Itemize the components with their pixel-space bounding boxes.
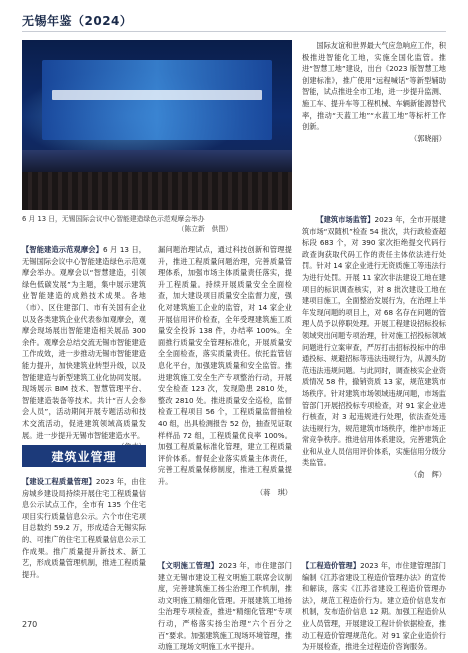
col2-bottom-text: 2023 年，市住建部门建立无锡市建设工程文明施工联席会议制度，完善建筑施工扬尘治理工作机制，推动文明施工精细化管理。开展建筑工地扬尘治理专项检查，推进“精细化管理”专项行动，严格落实扬尘治理“六个百分之百”要求。加强建筑施工现场环境管理，推动施工现场文明施工水平提升。 (158, 561, 292, 652)
col3-mid-tag: 【建筑市场监管】 (316, 215, 375, 224)
col3-top (302, 40, 446, 210)
photo-credit: （陈立新 供图） (177, 225, 232, 233)
col3-mid (302, 214, 446, 554)
col3-mid-text: 2023 年，全市开展建筑市场“双随机”检查 54 批次，共行政检查超标段 683 个，对 390 家次拒绝提交代码行政查询获取代码工作的责任主体依法进行处罚。针对 14 家企业进行无资质施工等违法行为进行处罚。开展 11 家次非法建设工地在建项目的标识调查核实，对 8 批次建设工地在建项目施工，全面整治发展行为，在治理上半年发现问题的项目上，对 68 名存在问题的管理人员予以停职处理。开展工程建设招标投标领域突出问题专项治理，针对施工招投标领域问题进行立案审查，严厉打击招标投标中的串通投标、规避招标等违法违规行为，从源头防范违法违规问题。与此同时，调查核实企业资质情况 58 件，撤销资质 13 家，规范建筑市场秩序。针对建筑市场领域违规问题，市场监管部门开展招投标专项检查，对 91 家企业进行核查，对 3 起违规进行处理，依法查处违法违规行为，规范建筑市场秩序，维护市场正常竞争秩序。推进信用体系建设，完善建筑企业和从业人员信用评价体系，实施信用分级分类监管。 (302, 215, 446, 468)
photo-screen-text (52, 90, 262, 100)
col3-top-signature: （郭晓丽） (410, 133, 446, 143)
col2-bottom (158, 560, 292, 652)
photo-stage-screen (42, 60, 272, 140)
col2-top (158, 244, 292, 550)
section-banner-label: 建筑业管理 (51, 449, 117, 464)
col3-bottom-text: 2023 年，市住建管理部门编制《江苏省建设工程造价管理办法》的宣传和解读，落实《江苏省建设工程造价管理办法》，规范工程造价行为。建立造价信息发布机制，发布造价信息 12 期。加强工程造价从业人员管理，开展建设工程计价依据检查，推动工程造价管理规范化。对 91 家企业造价行为开展检查，推进全过程造价咨询服务。 (302, 561, 446, 652)
col1-top (22, 244, 146, 440)
col2-bottom-tag: 【文明施工管理】 (158, 561, 219, 570)
col1-bottom-tag: 【建设工程质量管理】 (22, 477, 96, 486)
col1-text: 6 月 13 日，无锡国际会议中心智能建造绿色示范观摩会举办。观摩会以“智慧建造，引领绿色低碳发展”为主题，集中展示建筑业智能建造的成熟技术成果。各地（市）、区住建部门、市有关国有企业以及各类建筑企业代表参加观摩会，观摩会现场展出智能建造相关展品 300 余件。观摩会总结交流无锡市智能建造工作成效，进一步推动无锡市智能建造能力提升，加快建筑业转型升级，以及智能建造与新型建筑工业化协同发展。现场展示 BIM 技术、智慧管理平台、智能建造装备等技术。共计“百人会参会人员”，活动期间开展专题活动和技术交流活动，促进建筑领域高质量发展。进一步提升无锡市智能建造水平。 (22, 245, 146, 440)
photo-caption-text: 6 月 13 日，无锡国际会议中心智能建造绿色示范观摩会举办 (22, 215, 205, 223)
photo-audience (22, 172, 292, 210)
header-rule (22, 31, 446, 32)
section-banner (22, 445, 146, 467)
col2-signature: （蒋 琪） (256, 488, 292, 498)
col1-bottom (22, 476, 146, 614)
col1-bottom-text: 2023 年，由住房城乡建设局持续开展住宅工程质量信息公示试点工作，全市有 135 个住宅项目实行质量信息公示。六个市住宅项目总数约 59.2 万，形成适合无锡实际的、可推广的住宅工程质量信息公示工作成果。推广质量提升新技术、新工艺，形成质量管理机制，推进工程质量提升。 (22, 477, 146, 579)
col3-bottom (302, 560, 446, 652)
conference-photo (22, 40, 292, 210)
col3-mid-signature: （俞 辉） (410, 470, 446, 480)
col3-top-paragraph: 国际友谊和世界最大气应急响应工作，积极推进智能化工地，实施全国化监管。推进“智慧工地”建设，出台《2023 版智慧工地创建标准》，推广使用“远程喊话”等新型辅助智能，试点推进全市工地，进一步提升监测、施工车、提升车等工程机械、车辆新能源替代率，推动“天蓝工地”“水蓝工地”等标杆工作创新。 (302, 41, 446, 132)
col2-text: 漏问题治理试点，通过科技创新和管理提升，推进工程质量问题治理，完善质量管理体系，加强市场主体质量责任落实，提升工程质量。持续开展质量安全全面检查，加大建设项目质量安全监督力度，强化对建筑施工企业的监管，对 14 家企业开展信用评价检查，全年受理建筑施工质量安全投诉 138 件，办结率 100%。全面推行质量安全管理标准化，开展质量安全全面检查，落实质量责任。依托监管信息化平台，加强建筑质量和安全监管。推进建筑施工安全生产专项整治行动，开展安全检查 123 次，发现隐患 2810 处，整改 2810 处。推进质量安全巡检，监督检查工程项目 56 个，工程质量监督抽检 40 组，出具检测报告 52 份，抽查见证取样样品 72 组，工程质量优良率 100%。加强工程质量标准化管理，建立工程质量评价体系。督促企业落实质量主体责任，完善工程质量保修制度，推进工程质量提升。 (158, 245, 292, 486)
col3-bottom-tag: 【工程造价管理】 (302, 561, 361, 570)
col1-tag: 【智能建造示范观摩会】 (22, 245, 103, 254)
photo-caption (22, 214, 292, 234)
page-number: 270 (22, 620, 38, 629)
photo-stage (22, 150, 292, 172)
page-header-title: 无锡年鉴（2024） (22, 14, 133, 28)
